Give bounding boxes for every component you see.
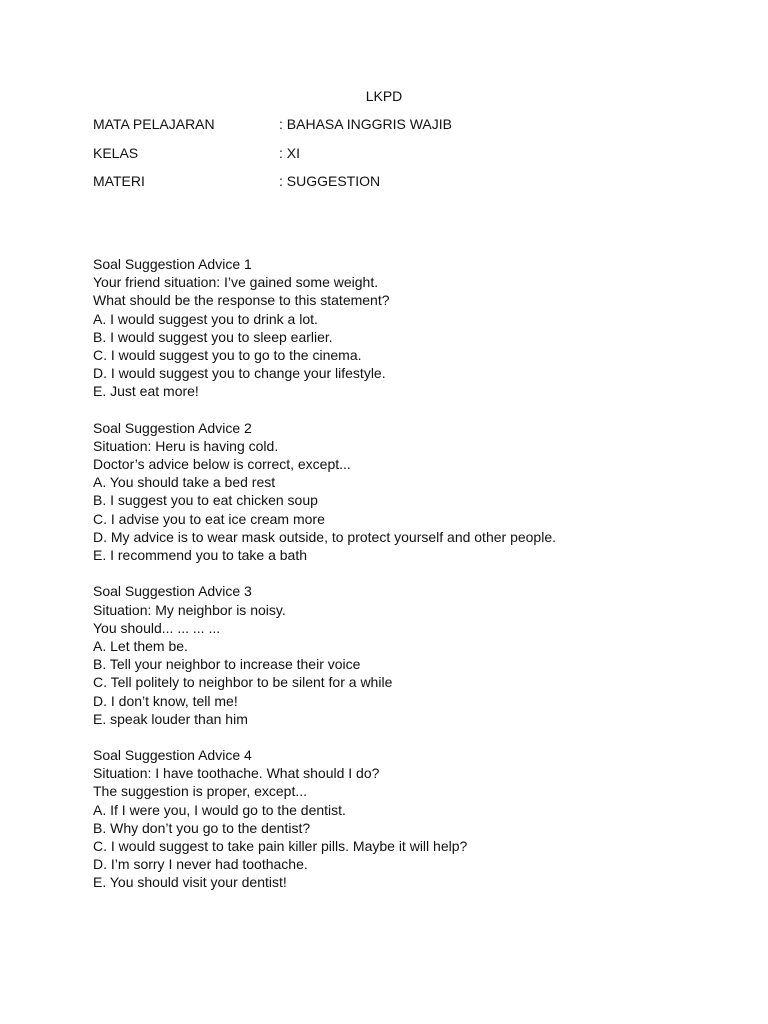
question-situation: Your friend situation: I’ve gained some weight. [93, 274, 379, 291]
answer-option: D. I don’t know, tell me! [93, 692, 238, 709]
meta-value-subject: : BAHASA INGGRIS WAJIB [279, 116, 452, 132]
question-prompt: The suggestion is proper, except... [93, 783, 308, 800]
document-title: LKPD [365, 88, 403, 104]
meta-value-material: : SUGGESTION [279, 173, 381, 189]
answer-option: A. Let them be. [93, 637, 188, 654]
answer-option: D. I’m sorry I never had toothache. [93, 856, 308, 873]
answer-option: C. I would suggest to take pain killer pills. Maybe it will help? [93, 838, 468, 854]
meta-label-material: MATERI [93, 173, 145, 189]
answer-option: D. My advice is to wear mask outside, to protect yourself and other people. [93, 528, 557, 545]
question-heading: Soal Suggestion Advice 2 [93, 419, 252, 436]
question-heading: Soal Suggestion Advice 3 [93, 583, 252, 600]
answer-option: D. I would suggest you to change your lifestyle. [93, 365, 386, 382]
answer-option: E. Just eat more! [93, 383, 199, 400]
question-prompt: Doctor’s advice below is correct, except... [93, 456, 351, 473]
question-block [93, 746, 733, 892]
answer-option: A. I would suggest you to drink a lot. [93, 310, 318, 327]
meta-value-class: : XI [279, 144, 301, 161]
answer-option: A. You should take a bed rest [93, 474, 276, 491]
meta-row-material [93, 172, 693, 190]
question-situation: Situation: Heru is having cold. [93, 437, 279, 454]
answer-option: B. Tell your neighbor to increase their voice [93, 656, 361, 673]
document-meta [93, 115, 693, 201]
meta-label-subject: MATA PELAJARAN [93, 116, 215, 132]
meta-row-class [93, 144, 693, 162]
question-prompt: You should... ... ... ... [93, 619, 221, 636]
question-list [93, 255, 733, 910]
question-situation: Situation: I have toothache. What should I do? [93, 765, 380, 782]
answer-option: E. I recommend you to take a bath [93, 547, 308, 563]
answer-option: E. speak louder than him [93, 710, 248, 727]
answer-option: A. If I were you, I would go to the dentist. [93, 801, 346, 818]
question-situation: Situation: My neighbor is noisy. [93, 601, 286, 618]
meta-label-class: KELAS [93, 144, 139, 161]
question-heading: Soal Suggestion Advice 4 [93, 747, 252, 764]
answer-option: C. I would suggest you to go to the cinema. [93, 346, 362, 363]
answer-option: C. I advise you to eat ice cream more [93, 510, 325, 527]
question-heading: Soal Suggestion Advice 1 [93, 256, 252, 272]
answer-option: B. Why don’t you go to the dentist? [93, 819, 311, 836]
question-block [93, 419, 733, 565]
meta-row-subject [93, 115, 693, 133]
answer-option: B. I suggest you to eat chicken soup [93, 492, 318, 509]
answer-option: E. You should visit your dentist! [93, 874, 287, 891]
answer-option: C. Tell politely to neighbor to be silent for a while [93, 674, 393, 691]
question-block [93, 582, 733, 728]
question-block [93, 255, 733, 401]
question-prompt: What should be the response to this statement? [93, 292, 390, 309]
answer-option: B. I would suggest you to sleep earlier. [93, 328, 333, 345]
